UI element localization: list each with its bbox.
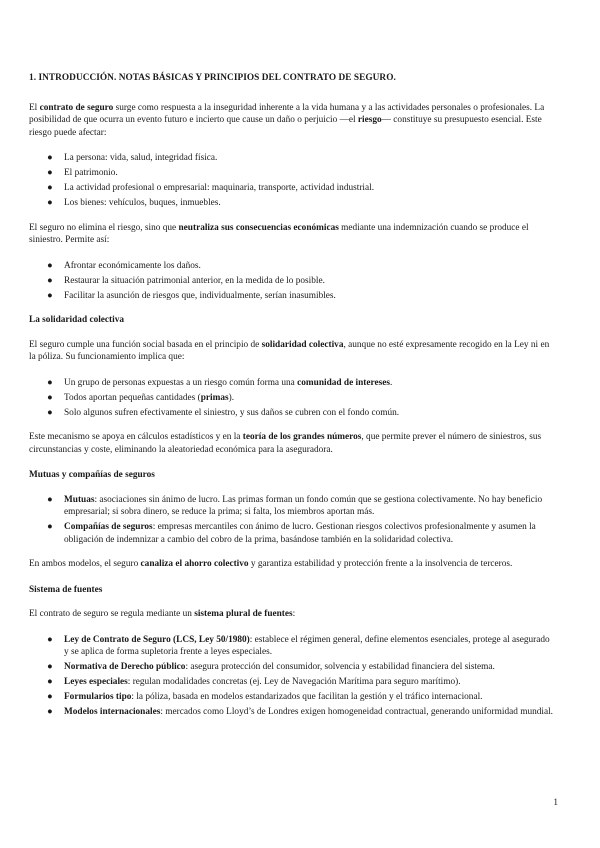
section-title-fuentes: Sistema de fuentes [29, 584, 103, 595]
document-page [29, 72, 554, 731]
section-title-mutuas: Mutuas y compañías de seguros [29, 470, 155, 480]
section-title-solidaridad: La solidaridad colectiva [29, 315, 125, 325]
bullet-icon: ● [47, 183, 53, 193]
mutuas-list [29, 494, 554, 547]
list-item: ● Facilitar la asunción de riesgos que, individualmente, serían inasumibles. [47, 290, 336, 301]
list-item: ● Modelos internacionales: mercados como Lloyd’s de Londres exigen homogeneidad contractual, generando uniformidad mundial. [47, 707, 554, 717]
term-ahorro-colectivo: canaliza el ahorro colectivo [140, 559, 249, 569]
list-item: ● Formularios tipo: la póliza, basada en modelos estandarizados que facilitan la gestión y el tráfico internacional. [47, 692, 483, 702]
list-item: ● Mutuas: asociaciones sin ánimo de lucro. Las primas forman un fondo común que se gestiona colectivamente. No hay beneficio empresarial; si sobra dinero, se reduce la prima; si falta, los miembros aportan más. [47, 494, 543, 517]
term-contrato-de-seguro: contrato de seguro [39, 102, 114, 113]
bullet-icon: ● [47, 260, 53, 271]
list-item: ● Compañías de seguros: empresas mercantiles con ánimo de lucro. Gestionan riesgos colectivos profesionalmente y asumen la obligación de indemnizar a cambio del cobro de la prima, basándose también en la solidaridad colectiva. [47, 522, 536, 545]
neutralize-paragraph: El seguro no elimina el riesgo, sino que neutraliza sus consecuencias económicas mediante una indemnización cuando se produce el siniestro. Permite así: [29, 222, 529, 245]
intro-paragraph: El contrato de seguro surge como respuesta a la inseguridad inherente a la vida humana y a las actividades personales o profesionales. La posibilidad de que ocurra un evento futuro e incierto que cause un daño o perjuicio —el riesgo— constituye su presupuesto esencial. Este riesgo puede afectar: [29, 102, 545, 138]
list-item: ● Leyes especiales: regulan modalidades concretas (ej. Ley de Navegación Marítima para seguro marítimo). [47, 677, 461, 687]
bullet-icon: ● [47, 168, 53, 178]
bullet-icon: ● [47, 692, 53, 702]
bullet-icon: ● [47, 494, 53, 505]
bullet-icon: ● [47, 634, 53, 645]
statistics-paragraph: Este mecanismo se apoya en cálculos estadísticos y en la teoría de los grandes números, que permite prever el número de siniestros, sus circunstancias y coste, eliminando la aleatoriedad económica para la aseguradora. [29, 432, 542, 455]
bullet-icon: ● [47, 677, 53, 687]
bullet-icon: ● [47, 377, 53, 388]
list-item: ● Todos aportan pequeñas cantidades (primas). [47, 392, 235, 403]
bullet-icon: ● [47, 153, 53, 163]
list-item: ● Un grupo de personas expuestas a un riesgo común forma una comunidad de intereses. [47, 377, 393, 388]
solidarity-list [29, 377, 554, 420]
list-item: ● Solo algunos sufren efectivamente el siniestro, y sus daños se cubren con el fondo común. [47, 407, 400, 418]
list-item: ● Normativa de Derecho público: asegura protección del consumidor, solvencia y estabilidad financiera del sistema. [47, 662, 495, 672]
permits-list [29, 260, 554, 303]
list-item: ● Ley de Contrato de Seguro (LCS, Ley 50/1980): establece el régimen general, define elementos esenciales, protege al asegurado y se aplica de forma supletoria frente a leyes especiales. [47, 634, 550, 657]
bullet-icon: ● [47, 275, 53, 286]
term-riesgo: riesgo [357, 115, 382, 125]
list-item: ● Los bienes: vehículos, buques, inmuebles. [47, 198, 221, 208]
list-item: ● Afrontar económicamente los daños. [47, 260, 201, 271]
list-item: ● Restaurar la situación patrimonial anterior, en la medida de lo posible. [47, 275, 325, 286]
bullet-icon: ● [47, 662, 53, 672]
bullet-icon: ● [47, 290, 53, 301]
list-item: ● La persona: vida, salud, integridad física. [47, 153, 218, 163]
fuentes-paragraph: El contrato de seguro se regula mediante un sistema plural de fuentes: [29, 609, 296, 619]
risk-list [29, 152, 554, 210]
bullet-icon: ● [47, 707, 53, 717]
bullet-icon: ● [47, 522, 53, 532]
solidarity-paragraph: El seguro cumple una función social basada en el principio de solidaridad colectiva, aunque no esté expresamente recogido en la Ley ni en la póliza. Su funcionamiento implica que: [29, 339, 550, 362]
bullet-icon: ● [47, 407, 53, 418]
fuentes-list [29, 634, 554, 719]
page-title: 1. INTRODUCCIÓN. NOTAS BÁSICAS Y PRINCIPIOS DEL CONTRATO DE SEGURO. [29, 73, 396, 83]
bullet-icon: ● [47, 392, 53, 403]
term-neutraliza: neutraliza sus consecuencias económicas [178, 222, 339, 233]
models-paragraph: En ambos modelos, el seguro canaliza el ahorro colectivo y garantiza estabilidad y protección frente a la insolvencia de terceros. [29, 559, 513, 569]
term-solidaridad: solidaridad colectiva [261, 339, 344, 350]
term-sistema-plural: sistema plural de fuentes [194, 609, 293, 619]
list-item: ● El patrimonio. [47, 168, 118, 178]
bullet-icon: ● [47, 198, 53, 208]
term-grandes-numeros: teoría de los grandes números [242, 432, 362, 442]
list-item: ● La actividad profesional o empresarial: maquinaria, transporte, actividad industrial. [47, 183, 375, 193]
page-number: 1 [553, 798, 558, 808]
